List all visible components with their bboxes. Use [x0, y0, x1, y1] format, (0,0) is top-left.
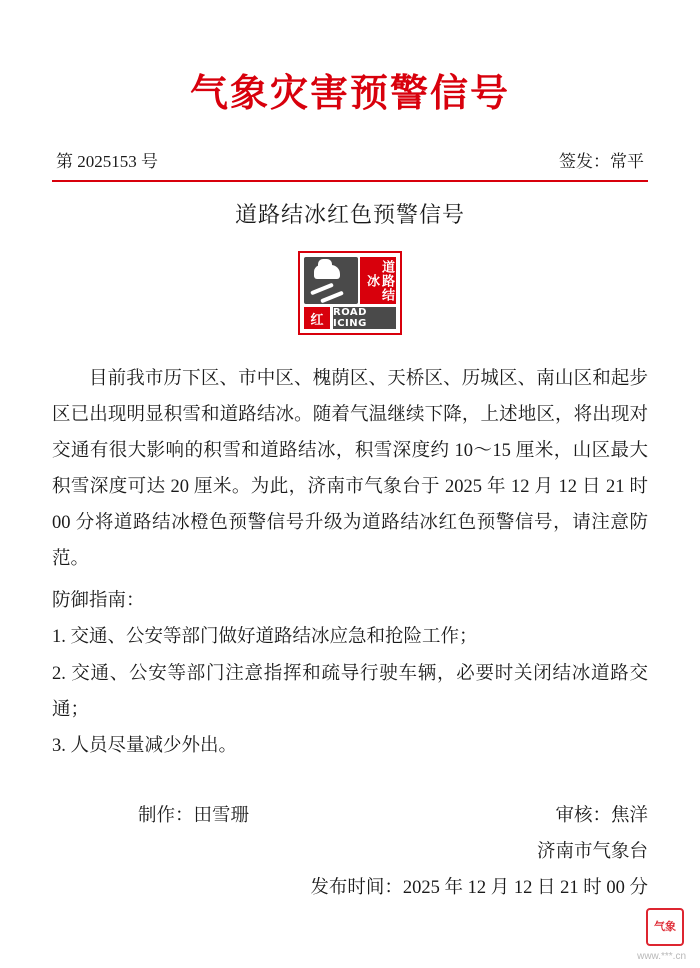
page-title: 气象灾害预警信号: [189, 71, 510, 115]
watermark-text: www.***.cn: [637, 951, 686, 962]
warning-paragraph: 目前我市历下区、市中区、槐荫区、天桥区、历城区、南山区和起步区已出现明显积雪和道路结冰。随着气温继续下降，上述地区，将出现对交通有很大影响的积雪和道路结冰，积雪深度约 10～15 厘米，山区最大积雪深度可达 20 厘米。为此，济南市气象台于 2025 年 12 月 12 日 21 时 00 分将道路结冰橙色预警信号升级为道路结冰红色预警信号，请注意防范。: [52, 369, 648, 570]
warning-subtitle: 道路结冰红色预警信号: [234, 202, 465, 227]
document-number: 第 2025153 号: [56, 152, 158, 171]
footer-publish-time: 发布时间：2025 年 12 月 12 日 21 时 00 分: [310, 877, 648, 898]
document-footer: [52, 798, 648, 906]
warning-icon-label-en: ROAD ICING: [333, 307, 396, 329]
footer-row-maker-reviewer: [52, 798, 648, 834]
warning-icon-top: [300, 253, 400, 304]
document-meta-row: [52, 147, 648, 172]
issuer: 签发：常平: [559, 152, 644, 171]
guide-section-title: 防御指南：: [52, 591, 145, 612]
warning-level-badge: 红: [304, 307, 330, 329]
footer-maker: 制作：田雪珊: [138, 805, 250, 826]
footer-reviewer: 审核：焦洋: [555, 805, 648, 826]
header-divider: [52, 180, 648, 182]
warning-icon-label-cn: 道路结冰: [360, 257, 396, 304]
warning-body-text: [52, 361, 648, 577]
document-page: [0, 62, 700, 968]
official-seal-icon: 气象: [646, 908, 684, 946]
guide-item: 3. 人员尽量减少外出。: [52, 735, 238, 756]
skidding-car-icon: [304, 257, 358, 304]
road-icing-red-warning-icon: [298, 251, 402, 335]
warning-icon-bottom: [304, 307, 396, 329]
warning-icon-container: [52, 251, 648, 335]
guide-item: 1. 交通、公安等部门做好道路结冰应急和抢险工作；: [52, 627, 478, 648]
footer-organization: 济南市气象台: [536, 841, 648, 862]
guide-item: 2. 交通、公安等部门注意指挥和疏导行驶车辆，必要时关闭结冰道路交通；: [52, 663, 648, 720]
